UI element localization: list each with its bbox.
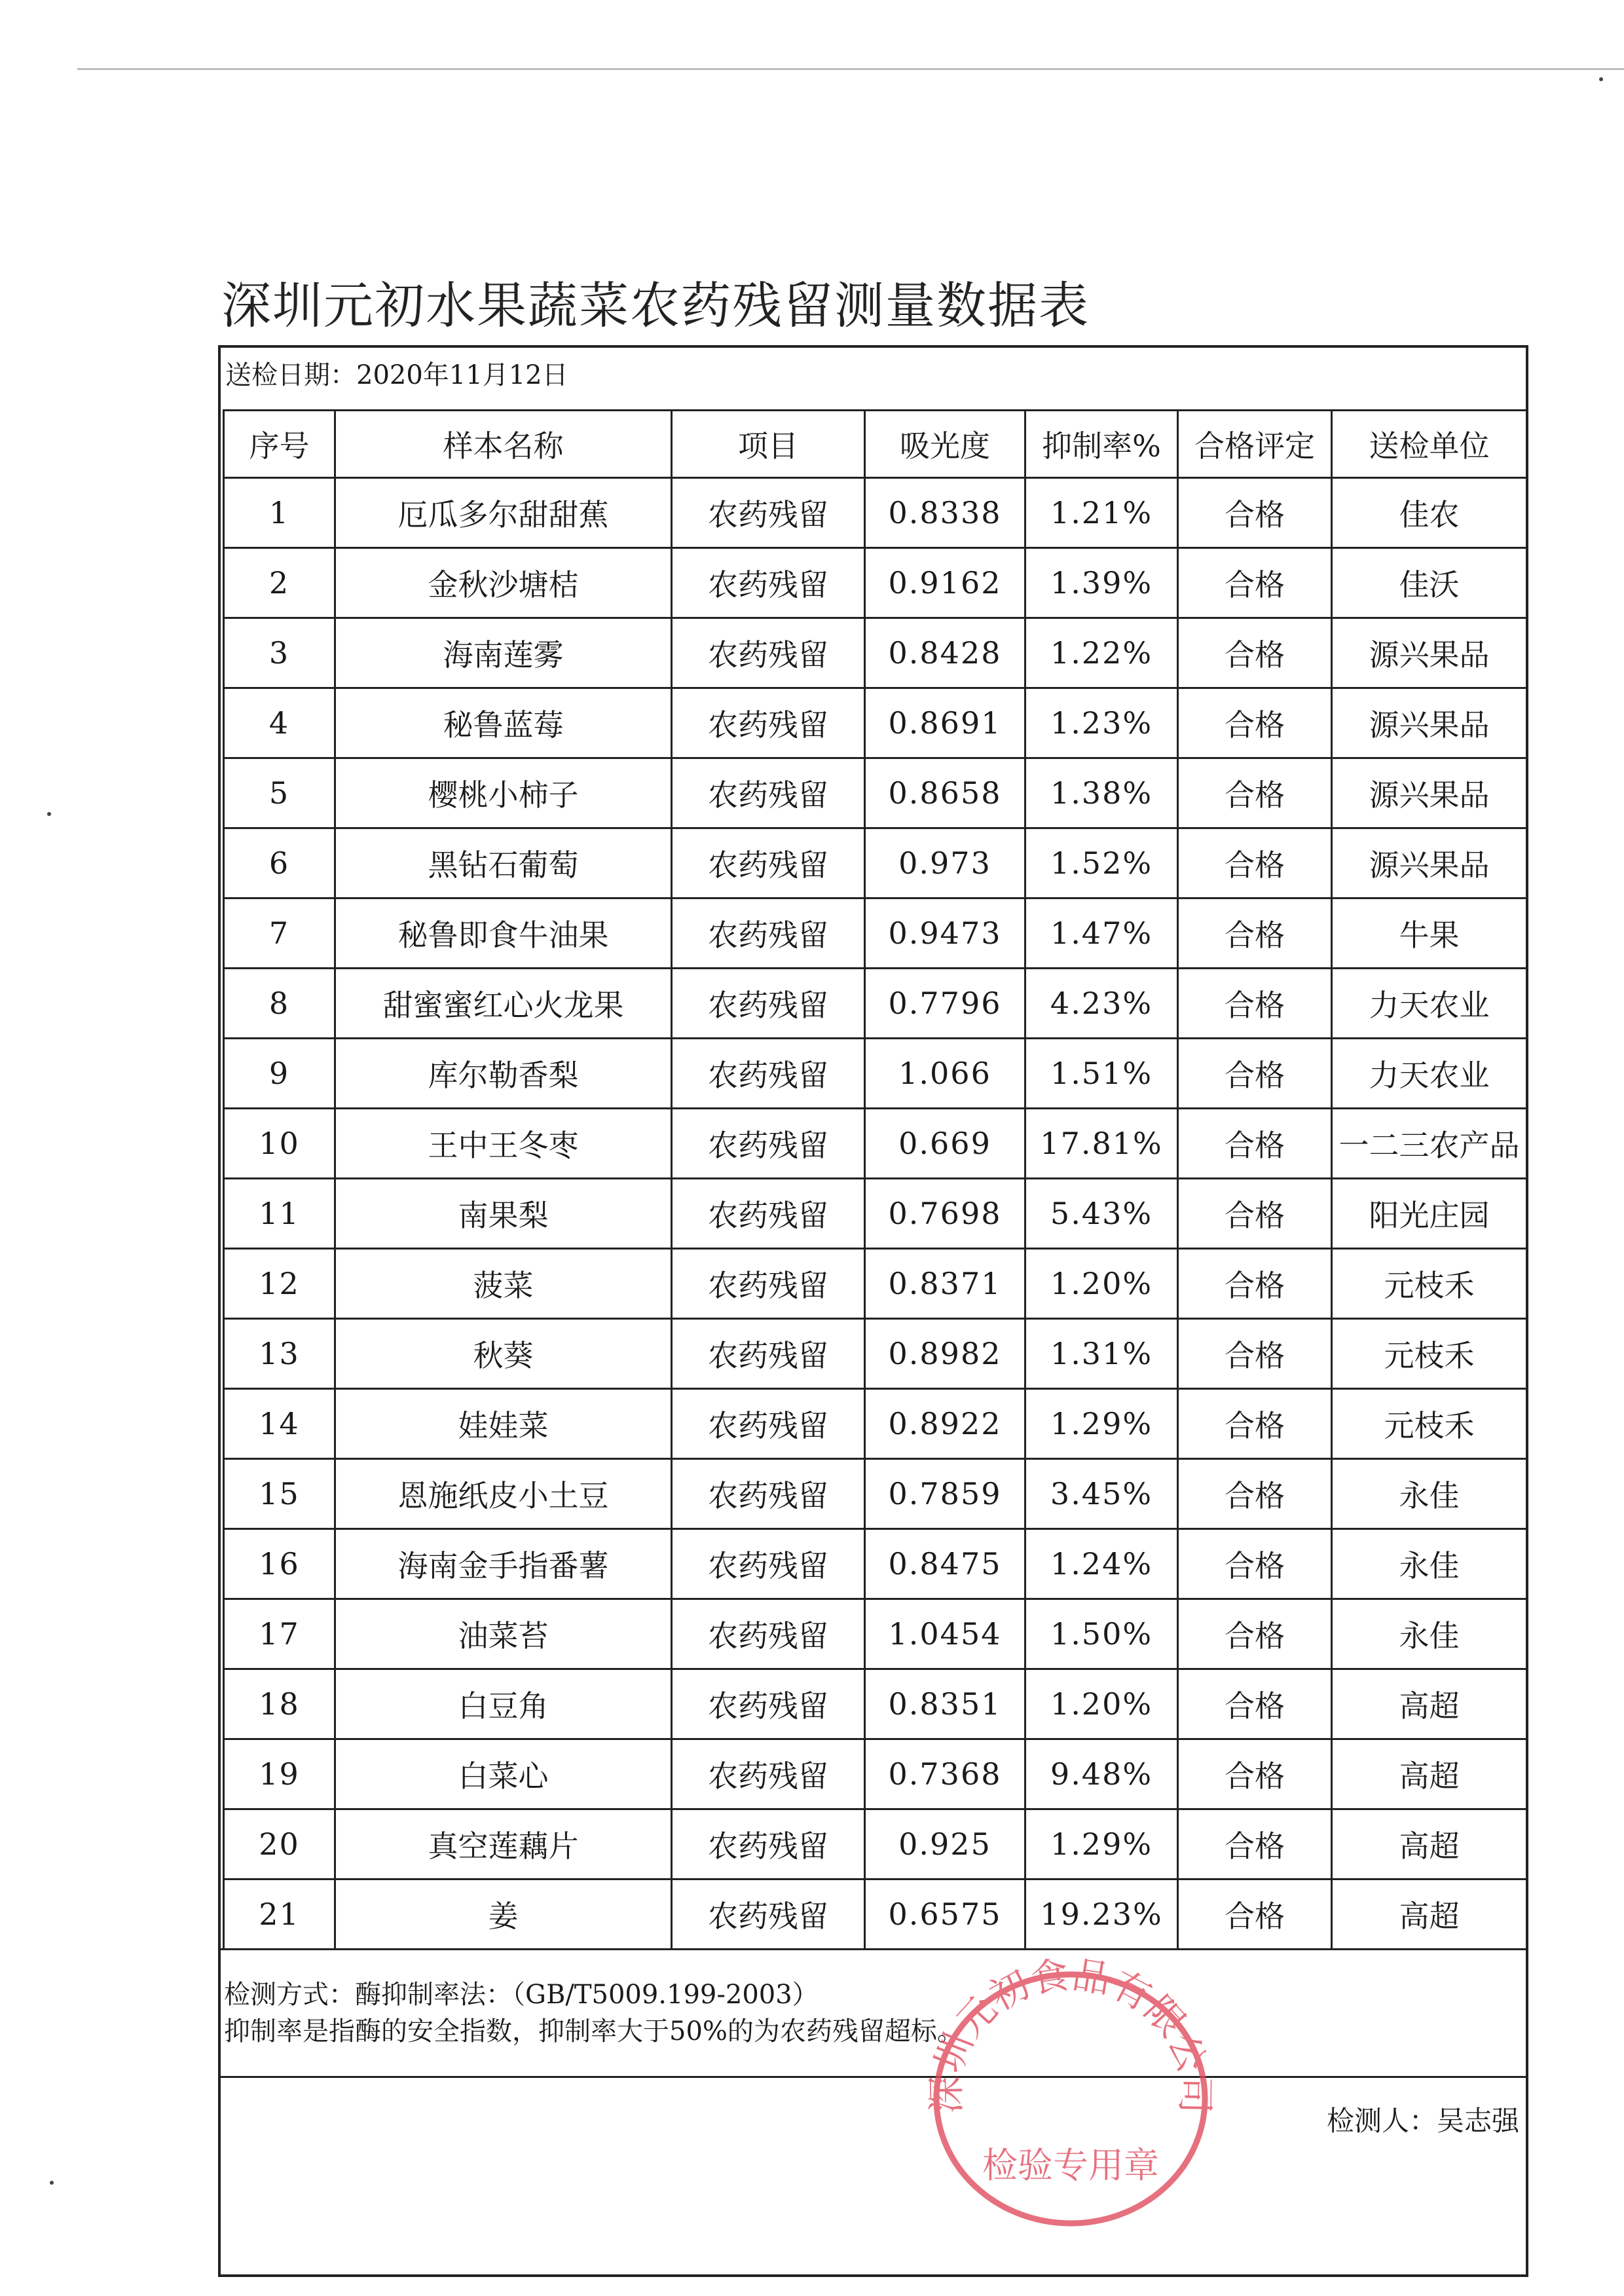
row-number-cell: 5 xyxy=(224,758,335,828)
submitting-unit-cell: 永佳 xyxy=(1332,1459,1527,1529)
submitting-unit-cell: 源兴果品 xyxy=(1332,618,1527,688)
submitting-unit-cell: 元枝禾 xyxy=(1332,1249,1527,1319)
test-item-cell: 农药残留 xyxy=(672,1599,865,1669)
table-row xyxy=(224,618,1527,688)
row-number-cell: 15 xyxy=(224,1459,335,1529)
sample-name-cell: 海南莲雾 xyxy=(335,618,672,688)
absorbance-cell: 0.6575 xyxy=(865,1879,1025,1950)
table-row xyxy=(224,1319,1527,1389)
result-cell: 合格 xyxy=(1178,758,1332,828)
test-item-cell: 农药残留 xyxy=(672,1179,865,1249)
result-cell: 合格 xyxy=(1178,1389,1332,1459)
absorbance-cell: 0.8428 xyxy=(865,618,1025,688)
sample-name-cell: 白豆角 xyxy=(335,1669,672,1739)
test-item-cell: 农药残留 xyxy=(672,898,865,969)
inhibition-rate-cell: 9.48% xyxy=(1025,1739,1178,1809)
inhibition-rate-cell: 17.81% xyxy=(1025,1109,1178,1179)
submitting-unit-cell: 源兴果品 xyxy=(1332,758,1527,828)
result-cell: 合格 xyxy=(1178,1179,1332,1249)
result-cell: 合格 xyxy=(1178,548,1332,618)
sample-name-cell: 油菜苔 xyxy=(335,1599,672,1669)
absorbance-cell: 0.8338 xyxy=(865,478,1025,548)
row-number-cell: 11 xyxy=(224,1179,335,1249)
table-row xyxy=(224,478,1527,548)
row-number-cell: 4 xyxy=(224,688,335,758)
sample-name-cell: 姜 xyxy=(335,1879,672,1950)
result-cell: 合格 xyxy=(1178,1669,1332,1739)
result-cell: 合格 xyxy=(1178,1599,1332,1669)
submitting-unit-cell: 元枝禾 xyxy=(1332,1319,1527,1389)
table-row xyxy=(224,1669,1527,1739)
row-number-cell: 17 xyxy=(224,1599,335,1669)
table-row xyxy=(224,1109,1527,1179)
sample-name-cell: 秘鲁即食牛油果 xyxy=(335,898,672,969)
sample-name-cell: 黑钻石葡萄 xyxy=(335,828,672,898)
absorbance-cell: 1.066 xyxy=(865,1039,1025,1109)
row-number-cell: 8 xyxy=(224,969,335,1039)
test-item-cell: 农药残留 xyxy=(672,1669,865,1739)
submitting-unit-cell: 元枝禾 xyxy=(1332,1389,1527,1459)
column-header: 序号 xyxy=(224,411,335,478)
inhibition-rate-cell: 1.20% xyxy=(1025,1669,1178,1739)
test-item-cell: 农药残留 xyxy=(672,969,865,1039)
inhibition-rate-cell: 1.22% xyxy=(1025,618,1178,688)
table-row xyxy=(224,1809,1527,1879)
column-header: 抑制率% xyxy=(1025,411,1178,478)
inhibition-rate-cell: 19.23% xyxy=(1025,1879,1178,1950)
test-item-cell: 农药残留 xyxy=(672,548,865,618)
column-header: 合格评定 xyxy=(1178,411,1332,478)
sample-name-cell: 南果梨 xyxy=(335,1179,672,1249)
inhibition-rate-cell: 4.23% xyxy=(1025,969,1178,1039)
result-cell: 合格 xyxy=(1178,1739,1332,1809)
residue-data-table xyxy=(223,409,1528,1950)
row-number-cell: 18 xyxy=(224,1669,335,1739)
table-row xyxy=(224,1529,1527,1599)
result-cell: 合格 xyxy=(1178,828,1332,898)
absorbance-cell: 1.0454 xyxy=(865,1599,1025,1669)
inhibition-rate-cell: 1.47% xyxy=(1025,898,1178,969)
sample-name-cell: 金秋沙塘桔 xyxy=(335,548,672,618)
table-row xyxy=(224,1599,1527,1669)
table-row xyxy=(224,898,1527,969)
table-row xyxy=(224,1389,1527,1459)
row-number-cell: 20 xyxy=(224,1809,335,1879)
sample-name-cell: 秘鲁蓝莓 xyxy=(335,688,672,758)
absorbance-cell: 0.8475 xyxy=(865,1529,1025,1599)
inhibition-rate-cell: 1.38% xyxy=(1025,758,1178,828)
submitting-unit-cell: 高超 xyxy=(1332,1809,1527,1879)
notes-divider xyxy=(218,1948,1528,1950)
submitting-unit-cell: 高超 xyxy=(1332,1669,1527,1739)
result-cell: 合格 xyxy=(1178,1879,1332,1950)
sample-name-cell: 甜蜜蜜红心火龙果 xyxy=(335,969,672,1039)
result-cell: 合格 xyxy=(1178,1809,1332,1879)
test-item-cell: 农药残留 xyxy=(672,828,865,898)
table-body xyxy=(224,478,1527,1950)
result-cell: 合格 xyxy=(1178,1109,1332,1179)
table-row xyxy=(224,758,1527,828)
test-item-cell: 农药残留 xyxy=(672,1039,865,1109)
submitting-unit-cell: 一二三农产品 xyxy=(1332,1109,1527,1179)
absorbance-cell: 0.7698 xyxy=(865,1179,1025,1249)
absorbance-cell: 0.973 xyxy=(865,828,1025,898)
inhibition-rate-cell: 5.43% xyxy=(1025,1179,1178,1249)
submitting-unit-cell: 力天农业 xyxy=(1332,969,1527,1039)
table-row xyxy=(224,548,1527,618)
result-cell: 合格 xyxy=(1178,1459,1332,1529)
sample-name-cell: 真空莲藕片 xyxy=(335,1809,672,1879)
row-number-cell: 12 xyxy=(224,1249,335,1319)
row-number-cell: 1 xyxy=(224,478,335,548)
row-number-cell: 21 xyxy=(224,1879,335,1950)
inhibition-rate-cell: 1.21% xyxy=(1025,478,1178,548)
test-item-cell: 农药残留 xyxy=(672,1319,865,1389)
table-row xyxy=(224,1249,1527,1319)
inspector-divider xyxy=(218,2076,1528,2078)
table-header-row xyxy=(224,411,1527,478)
test-item-cell: 农药残留 xyxy=(672,1529,865,1599)
absorbance-cell: 0.9162 xyxy=(865,548,1025,618)
row-number-cell: 14 xyxy=(224,1389,335,1459)
test-item-cell: 农药残留 xyxy=(672,1389,865,1459)
sample-name-cell: 娃娃菜 xyxy=(335,1389,672,1459)
table-row xyxy=(224,1879,1527,1950)
inhibition-rate-cell: 1.51% xyxy=(1025,1039,1178,1109)
inspector-name: 检测人：吴志强 xyxy=(1326,2105,1519,2137)
test-item-cell: 农药残留 xyxy=(672,1879,865,1950)
column-header: 吸光度 xyxy=(865,411,1025,478)
row-number-cell: 7 xyxy=(224,898,335,969)
table-row xyxy=(224,1739,1527,1809)
row-number-cell: 13 xyxy=(224,1319,335,1389)
absorbance-cell: 0.9473 xyxy=(865,898,1025,969)
column-header: 样本名称 xyxy=(335,411,672,478)
row-number-cell: 19 xyxy=(224,1739,335,1809)
document-title: 深圳元初水果蔬菜农药残留测量数据表 xyxy=(221,276,1090,335)
sample-name-cell: 白菜心 xyxy=(335,1739,672,1809)
absorbance-cell: 0.8351 xyxy=(865,1669,1025,1739)
inhibition-rate-cell: 1.29% xyxy=(1025,1389,1178,1459)
inhibition-rate-cell: 1.20% xyxy=(1025,1249,1178,1319)
sample-name-cell: 恩施纸皮小土豆 xyxy=(335,1459,672,1529)
seal-ring-text: 深圳元初食品有限公司 xyxy=(923,1955,1218,2115)
submitting-unit-cell: 高超 xyxy=(1332,1739,1527,1809)
test-item-cell: 农药残留 xyxy=(672,1809,865,1879)
sample-name-cell: 海南金手指番薯 xyxy=(335,1529,672,1599)
scan-speck xyxy=(1599,77,1603,81)
seal-center-text: 检验专用章 xyxy=(982,2145,1159,2186)
test-item-cell: 农药残留 xyxy=(672,688,865,758)
row-number-cell: 16 xyxy=(224,1529,335,1599)
absorbance-cell: 0.8691 xyxy=(865,688,1025,758)
column-header: 送检单位 xyxy=(1332,411,1527,478)
inhibition-rate-cell: 1.50% xyxy=(1025,1599,1178,1669)
sample-name-cell: 王中王冬枣 xyxy=(335,1109,672,1179)
result-cell: 合格 xyxy=(1178,1529,1332,1599)
result-cell: 合格 xyxy=(1178,1319,1332,1389)
submitting-unit-cell: 佳沃 xyxy=(1332,548,1527,618)
absorbance-cell: 0.7368 xyxy=(865,1739,1025,1809)
scan-top-rule xyxy=(77,68,1624,70)
absorbance-cell: 0.7796 xyxy=(865,969,1025,1039)
result-cell: 合格 xyxy=(1178,898,1332,969)
submitting-unit-cell: 牛果 xyxy=(1332,898,1527,969)
submitting-unit-cell: 阳光庄园 xyxy=(1332,1179,1527,1249)
test-item-cell: 农药残留 xyxy=(672,1109,865,1179)
test-item-cell: 农药残留 xyxy=(672,1249,865,1319)
row-number-cell: 6 xyxy=(224,828,335,898)
absorbance-cell: 0.8922 xyxy=(865,1389,1025,1459)
test-item-cell: 农药残留 xyxy=(672,618,865,688)
test-item-cell: 农药残留 xyxy=(672,1739,865,1809)
absorbance-cell: 0.8658 xyxy=(865,758,1025,828)
result-cell: 合格 xyxy=(1178,478,1332,548)
submitting-unit-cell: 永佳 xyxy=(1332,1529,1527,1599)
result-cell: 合格 xyxy=(1178,969,1332,1039)
row-number-cell: 10 xyxy=(224,1109,335,1179)
absorbance-cell: 0.7859 xyxy=(865,1459,1025,1529)
inhibition-rate-cell: 1.24% xyxy=(1025,1529,1178,1599)
sample-name-cell: 樱桃小柿子 xyxy=(335,758,672,828)
method-note: 检测方式：酶抑制率法：（GB/T5009.199-2003） xyxy=(224,1980,819,2010)
inhibition-rate-cell: 1.39% xyxy=(1025,548,1178,618)
row-number-cell: 2 xyxy=(224,548,335,618)
test-item-cell: 农药残留 xyxy=(672,478,865,548)
table-row xyxy=(224,1179,1527,1249)
table-row xyxy=(224,969,1527,1039)
result-cell: 合格 xyxy=(1178,688,1332,758)
sample-name-cell: 厄瓜多尔甜甜蕉 xyxy=(335,478,672,548)
sample-name-cell: 库尔勒香梨 xyxy=(335,1039,672,1109)
column-header: 项目 xyxy=(672,411,865,478)
absorbance-cell: 0.8371 xyxy=(865,1249,1025,1319)
threshold-note: 抑制率是指酶的安全指数，抑制率大于50%的为农药残留超标。 xyxy=(224,2016,963,2046)
result-cell: 合格 xyxy=(1178,1039,1332,1109)
absorbance-cell: 0.925 xyxy=(865,1809,1025,1879)
inhibition-rate-cell: 1.31% xyxy=(1025,1319,1178,1389)
sample-name-cell: 菠菜 xyxy=(335,1249,672,1319)
inhibition-rate-cell: 3.45% xyxy=(1025,1459,1178,1529)
result-cell: 合格 xyxy=(1178,1249,1332,1319)
scan-speck xyxy=(50,2181,54,2185)
absorbance-cell: 0.8982 xyxy=(865,1319,1025,1389)
inhibition-rate-cell: 1.29% xyxy=(1025,1809,1178,1879)
submitting-unit-cell: 力天农业 xyxy=(1332,1039,1527,1109)
result-cell: 合格 xyxy=(1178,618,1332,688)
submitting-unit-cell: 佳农 xyxy=(1332,478,1527,548)
test-item-cell: 农药残留 xyxy=(672,758,865,828)
table-row xyxy=(224,1039,1527,1109)
row-number-cell: 9 xyxy=(224,1039,335,1109)
sample-name-cell: 秋葵 xyxy=(335,1319,672,1389)
notes-block xyxy=(224,1976,963,2050)
inspection-date: 送检日期：2020年11月12日 xyxy=(225,360,568,390)
inhibition-rate-cell: 1.52% xyxy=(1025,828,1178,898)
row-number-cell: 3 xyxy=(224,618,335,688)
test-item-cell: 农药残留 xyxy=(672,1459,865,1529)
table-row xyxy=(224,688,1527,758)
submitting-unit-cell: 高超 xyxy=(1332,1879,1527,1950)
scan-speck xyxy=(47,812,51,816)
inhibition-rate-cell: 1.23% xyxy=(1025,688,1178,758)
table-row xyxy=(224,1459,1527,1529)
submitting-unit-cell: 源兴果品 xyxy=(1332,828,1527,898)
submitting-unit-cell: 永佳 xyxy=(1332,1599,1527,1669)
absorbance-cell: 0.669 xyxy=(865,1109,1025,1179)
submitting-unit-cell: 源兴果品 xyxy=(1332,688,1527,758)
table-row xyxy=(224,828,1527,898)
